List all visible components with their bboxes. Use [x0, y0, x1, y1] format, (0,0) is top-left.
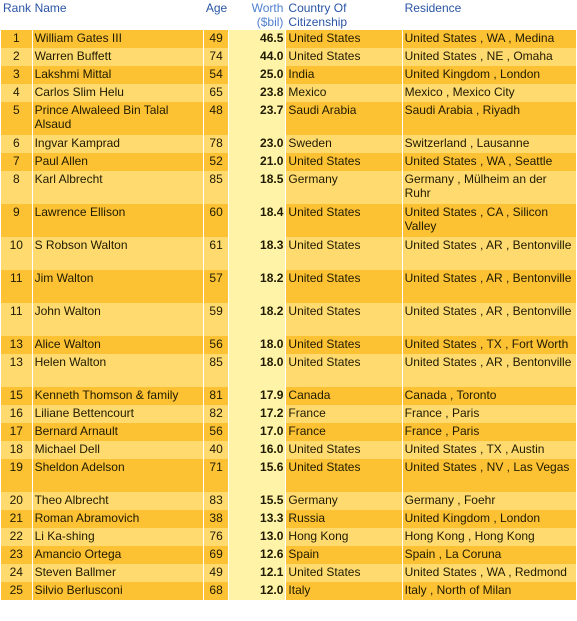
- rank-cell: 5: [1, 102, 32, 135]
- country-cell: Saudi Arabia: [286, 102, 401, 135]
- country-cell: United States: [286, 237, 401, 270]
- name-cell: Jim Walton: [33, 270, 203, 303]
- residence-cell: Mexico , Mexico City: [403, 84, 576, 102]
- table-row: [1, 441, 576, 459]
- rank-cell: 9: [1, 204, 32, 237]
- name-cell: Ingvar Kamprad: [33, 135, 203, 153]
- name-cell: Michael Dell: [33, 441, 203, 459]
- worth-cell: 23.7: [229, 102, 285, 135]
- name-cell: William Gates III: [33, 30, 203, 48]
- name-cell: Carlos Slim Helu: [33, 84, 203, 102]
- age-cell: 69: [204, 546, 228, 564]
- age-cell: 85: [204, 171, 228, 204]
- table-row: [1, 528, 576, 546]
- name-cell: Kenneth Thomson & family: [33, 387, 203, 405]
- rank-cell: 8: [1, 171, 32, 204]
- country-cell: Spain: [286, 546, 401, 564]
- worth-cell: 13.3: [229, 510, 285, 528]
- worth-cell: 12.0: [229, 582, 285, 600]
- residence-cell: United States , WA , Redmond: [403, 564, 576, 582]
- name-cell: Paul Allen: [33, 153, 203, 171]
- worth-cell: 13.0: [229, 528, 285, 546]
- name-cell: Theo Albrecht: [33, 492, 203, 510]
- age-cell: 56: [204, 336, 228, 354]
- table-row: [1, 405, 576, 423]
- worth-cell: 23.8: [229, 84, 285, 102]
- age-cell: 83: [204, 492, 228, 510]
- table-row: [1, 387, 576, 405]
- worth-cell: 17.9: [229, 387, 285, 405]
- age-cell: 48: [204, 102, 228, 135]
- header-country-line2: Citizenship: [288, 15, 348, 29]
- residence-cell: United States , WA , Seattle: [403, 153, 576, 171]
- name-cell: Liliane Bettencourt: [33, 405, 203, 423]
- residence-cell: United Kingdom , London: [403, 66, 576, 84]
- header-rank[interactable]: Rank: [1, 0, 32, 30]
- rank-cell: 20: [1, 492, 32, 510]
- country-cell: United States: [286, 459, 401, 492]
- worth-cell: 15.6: [229, 459, 285, 492]
- header-age[interactable]: Age: [204, 0, 228, 30]
- age-cell: 78: [204, 135, 228, 153]
- worth-cell: 15.5: [229, 492, 285, 510]
- header-country[interactable]: [286, 0, 401, 30]
- country-cell: United States: [286, 48, 401, 66]
- rank-cell: 6: [1, 135, 32, 153]
- rank-cell: 11: [1, 270, 32, 303]
- worth-cell: 18.4: [229, 204, 285, 237]
- residence-cell: Hong Kong , Hong Kong: [403, 528, 576, 546]
- residence-cell: United States , TX , Austin: [403, 441, 576, 459]
- country-cell: Russia: [286, 510, 401, 528]
- table-row: [1, 66, 576, 84]
- table-row: [1, 423, 576, 441]
- country-cell: United States: [286, 336, 401, 354]
- age-cell: 38: [204, 510, 228, 528]
- worth-cell: 44.0: [229, 48, 285, 66]
- table-row: [1, 582, 576, 600]
- residence-cell: Germany , Mülheim an der Ruhr: [403, 171, 576, 204]
- age-cell: 59: [204, 303, 228, 336]
- name-cell: Amancio Ortega: [33, 546, 203, 564]
- residence-cell: France , Paris: [403, 423, 576, 441]
- age-cell: 61: [204, 237, 228, 270]
- worth-cell: 23.0: [229, 135, 285, 153]
- worth-cell: 17.2: [229, 405, 285, 423]
- rank-cell: 16: [1, 405, 32, 423]
- residence-cell: United States , AR , Bentonville: [403, 354, 576, 387]
- residence-cell: Germany , Foehr: [403, 492, 576, 510]
- worth-cell: 12.1: [229, 564, 285, 582]
- age-cell: 60: [204, 204, 228, 237]
- table-body: [1, 30, 576, 600]
- age-cell: 65: [204, 84, 228, 102]
- worth-cell: 17.0: [229, 423, 285, 441]
- residence-cell: Canada , Toronto: [403, 387, 576, 405]
- age-cell: 74: [204, 48, 228, 66]
- worth-cell: 25.0: [229, 66, 285, 84]
- age-cell: 81: [204, 387, 228, 405]
- header-residence[interactable]: Residence: [403, 0, 576, 30]
- country-cell: United States: [286, 30, 401, 48]
- worth-cell: 16.0: [229, 441, 285, 459]
- age-cell: 54: [204, 66, 228, 84]
- rank-cell: 7: [1, 153, 32, 171]
- worth-cell: 18.0: [229, 354, 285, 387]
- rank-cell: 13: [1, 336, 32, 354]
- country-cell: Germany: [286, 171, 401, 204]
- rank-cell: 11: [1, 303, 32, 336]
- name-cell: Bernard Arnault: [33, 423, 203, 441]
- name-cell: Silvio Berlusconi: [33, 582, 203, 600]
- residence-cell: United States , AR , Bentonville: [403, 270, 576, 303]
- age-cell: 40: [204, 441, 228, 459]
- rank-cell: 10: [1, 237, 32, 270]
- country-cell: India: [286, 66, 401, 84]
- table-row: [1, 546, 576, 564]
- rank-cell: 18: [1, 441, 32, 459]
- header-worth[interactable]: [229, 0, 285, 30]
- residence-cell: United States , NV , Las Vegas: [403, 459, 576, 492]
- rank-cell: 2: [1, 48, 32, 66]
- residence-cell: France , Paris: [403, 405, 576, 423]
- age-cell: 57: [204, 270, 228, 303]
- country-cell: Canada: [286, 387, 401, 405]
- table-row: [1, 204, 576, 237]
- worth-cell: 18.5: [229, 171, 285, 204]
- table-row: [1, 303, 576, 336]
- residence-cell: Spain , La Coruna: [403, 546, 576, 564]
- worth-cell: 18.3: [229, 237, 285, 270]
- residence-cell: Saudi Arabia , Riyadh: [403, 102, 576, 135]
- table-row: [1, 492, 576, 510]
- table-row: [1, 270, 576, 303]
- country-cell: Sweden: [286, 135, 401, 153]
- rank-cell: 23: [1, 546, 32, 564]
- worth-cell: 18.2: [229, 303, 285, 336]
- residence-cell: United States , WA , Medina: [403, 30, 576, 48]
- rank-cell: 22: [1, 528, 32, 546]
- country-cell: United States: [286, 564, 401, 582]
- name-cell: Alice Walton: [33, 336, 203, 354]
- worth-cell: 12.6: [229, 546, 285, 564]
- table-row: [1, 84, 576, 102]
- country-cell: Germany: [286, 492, 401, 510]
- name-cell: Karl Albrecht: [33, 171, 203, 204]
- name-cell: Li Ka-shing: [33, 528, 203, 546]
- worth-cell: 18.0: [229, 336, 285, 354]
- rank-cell: 21: [1, 510, 32, 528]
- age-cell: 71: [204, 459, 228, 492]
- name-cell: Helen Walton: [33, 354, 203, 387]
- rank-cell: 1: [1, 30, 32, 48]
- residence-cell: United Kingdom , London: [403, 510, 576, 528]
- table-header: [1, 0, 576, 30]
- table-row: [1, 102, 576, 135]
- name-cell: Lawrence Ellison: [33, 204, 203, 237]
- age-cell: 85: [204, 354, 228, 387]
- residence-cell: United States , AR , Bentonville: [403, 303, 576, 336]
- age-cell: 56: [204, 423, 228, 441]
- country-cell: United States: [286, 153, 401, 171]
- rank-cell: 25: [1, 582, 32, 600]
- table-row: [1, 171, 576, 204]
- residence-cell: United States , AR , Bentonville: [403, 237, 576, 270]
- rank-cell: 3: [1, 66, 32, 84]
- header-row: [1, 0, 576, 30]
- residence-cell: United States , NE , Omaha: [403, 48, 576, 66]
- age-cell: 76: [204, 528, 228, 546]
- name-cell: Steven Ballmer: [33, 564, 203, 582]
- worth-cell: 18.2: [229, 270, 285, 303]
- table-row: [1, 48, 576, 66]
- table-row: [1, 30, 576, 48]
- residence-cell: United States , TX , Fort Worth: [403, 336, 576, 354]
- name-cell: Sheldon Adelson: [33, 459, 203, 492]
- name-cell: Warren Buffett: [33, 48, 203, 66]
- country-cell: France: [286, 423, 401, 441]
- header-worth-line1: Worth: [251, 1, 284, 15]
- table-row: [1, 564, 576, 582]
- rank-cell: 19: [1, 459, 32, 492]
- table-row: [1, 336, 576, 354]
- country-cell: Mexico: [286, 84, 401, 102]
- rank-cell: 4: [1, 84, 32, 102]
- country-cell: United States: [286, 204, 401, 237]
- name-cell: John Walton: [33, 303, 203, 336]
- age-cell: 49: [204, 564, 228, 582]
- table-row: [1, 237, 576, 270]
- rank-cell: 15: [1, 387, 32, 405]
- header-name[interactable]: Name: [33, 0, 203, 30]
- age-cell: 82: [204, 405, 228, 423]
- worth-cell: 21.0: [229, 153, 285, 171]
- country-cell: United States: [286, 441, 401, 459]
- table-row: [1, 510, 576, 528]
- country-cell: Hong Kong: [286, 528, 401, 546]
- table-row: [1, 135, 576, 153]
- worth-cell: 46.5: [229, 30, 285, 48]
- residence-cell: United States , CA , Silicon Valley: [403, 204, 576, 237]
- rank-cell: 17: [1, 423, 32, 441]
- table-row: [1, 354, 576, 387]
- header-worth-line2: ($bil): [256, 15, 284, 29]
- residence-cell: Italy , North of Milan: [403, 582, 576, 600]
- rank-cell: 24: [1, 564, 32, 582]
- name-cell: Lakshmi Mittal: [33, 66, 203, 84]
- age-cell: 52: [204, 153, 228, 171]
- age-cell: 49: [204, 30, 228, 48]
- country-cell: France: [286, 405, 401, 423]
- country-cell: United States: [286, 354, 401, 387]
- name-cell: Prince Alwaleed Bin Talal Alsaud: [33, 102, 203, 135]
- header-country-line1: Country Of: [288, 1, 347, 15]
- country-cell: United States: [286, 303, 401, 336]
- age-cell: 68: [204, 582, 228, 600]
- country-cell: United States: [286, 270, 401, 303]
- table-row: [1, 459, 576, 492]
- residence-cell: Switzerland , Lausanne: [403, 135, 576, 153]
- name-cell: S Robson Walton: [33, 237, 203, 270]
- table-row: [1, 153, 576, 171]
- rank-cell: 13: [1, 354, 32, 387]
- country-cell: Italy: [286, 582, 401, 600]
- name-cell: Roman Abramovich: [33, 510, 203, 528]
